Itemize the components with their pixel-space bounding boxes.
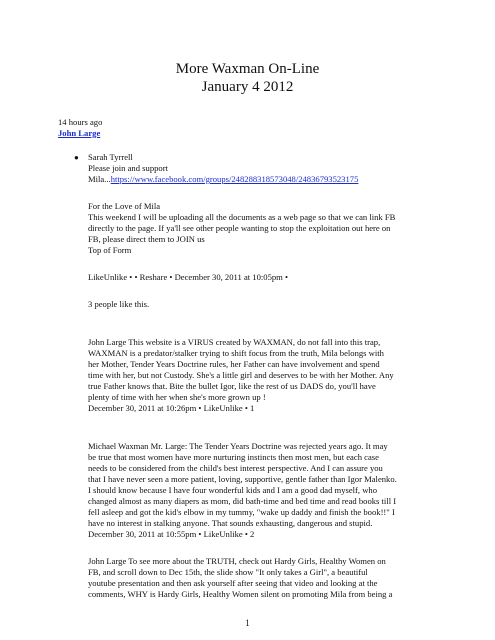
mila-text-line: FB, please direct them to JOIN us	[88, 234, 205, 244]
document-date: January 4 2012	[201, 79, 294, 95]
comment-line: FB, and scroll down to Dec 15th, the slide show "It only takes a Girl", a beautiful	[88, 567, 368, 577]
comment-line: true Father knows that. Bite the bullet Igor, like the rest of us DADS do, you'll have	[88, 381, 376, 391]
post-link-line	[88, 174, 458, 185]
top-of-form: Top of Form	[88, 245, 132, 255]
facebook-group-link[interactable]: https://www.facebook.com/groups/248288318573048/24836793523175	[110, 174, 359, 184]
comment-line: comments, WHY is Hardy Girls, Healthy Women silent on promoting Mila from being a	[88, 589, 393, 599]
bullet-icon: ●	[74, 153, 79, 162]
post-line: Please join and support	[88, 163, 168, 173]
comment-line: John Large This website is a VIRUS created by WAXMAN, do not fall into this trap,	[88, 337, 381, 347]
comment-line: Michael Waxman Mr. Large: The Tender Years Doctrine was rejected years ago. It may	[88, 441, 388, 451]
comment-line: changed almost as many diapers as mom, did bath-time and bed time and read books till I	[88, 496, 397, 506]
post-timestamp: 14 hours ago	[58, 117, 103, 127]
post-meta	[58, 117, 458, 139]
mila-text-line: This weekend I will be uploading all the documents as a web page so that we can link FB	[88, 212, 396, 222]
comment-2	[88, 441, 458, 540]
like-line[interactable]: LikeUnlike • • Reshare • December 30, 2011 at 10:05pm •	[88, 272, 289, 282]
post-link-prefix: Mila...	[88, 174, 111, 184]
comment-meta[interactable]: December 30, 2011 at 10:26pm • LikeUnlike • 1	[88, 403, 255, 413]
comment-line: John Large To see more about the TRUTH, check out Hardy Girls, Healthy Women on	[88, 556, 386, 566]
mila-block	[88, 201, 458, 256]
comment-line: plenty of time with her when she's more grown up !	[88, 392, 266, 402]
comment-line: time with her, but not Custody. She's a little girl and deserves to be with her Mother. Any	[88, 370, 394, 380]
comment-1	[88, 337, 458, 414]
comment-meta[interactable]: December 30, 2011 at 10:55pm • LikeUnlike • 2	[88, 529, 255, 539]
post-content	[74, 152, 458, 600]
comment-line: be true that most women have more nurturing instincts then most men, but each case	[88, 452, 379, 462]
mila-text-line: directly to the page. If ya'll see other people wanting to stop the exploitation out here on	[88, 223, 391, 233]
comment-line: fell asleep and got the kid's elbow in my tummy, "wake up daddy and finish the book!!" I	[88, 507, 395, 517]
post-name: Sarah Tyrrell	[88, 152, 133, 162]
author-link[interactable]: John Large	[58, 128, 101, 138]
post-entry	[74, 152, 458, 185]
mila-title: For the Love of Mila	[88, 201, 161, 211]
comment-line: WAXMAN is a predator/stalker trying to shift focus from the truth, Mila belongs with	[88, 348, 384, 358]
comment-line: youtube presentation and then ask yourself after seeing that video and looking at the	[88, 578, 378, 588]
comment-3	[88, 556, 458, 600]
comment-line: her Mother, Tender Years Doctrine rules, her Father can have involvement and spend	[88, 359, 380, 369]
comment-line: I should know because I have four wonderful kids and I am a good dad myself, who	[88, 485, 378, 495]
document-title: More Waxman On-Line	[175, 61, 320, 77]
comment-line: have no interest in stalking anyone. That sounds exhausting, dangerous and stupid.	[88, 518, 373, 528]
comment-line: that I have never seen a more patient, loving, supportive, gentle father than Igor Malenko.	[88, 474, 397, 484]
page-number: 1	[245, 618, 250, 628]
comment-line: needs to be considered from the child's best interest perspective. And I can assure you	[88, 463, 383, 473]
people-like: 3 people like this.	[88, 299, 150, 309]
